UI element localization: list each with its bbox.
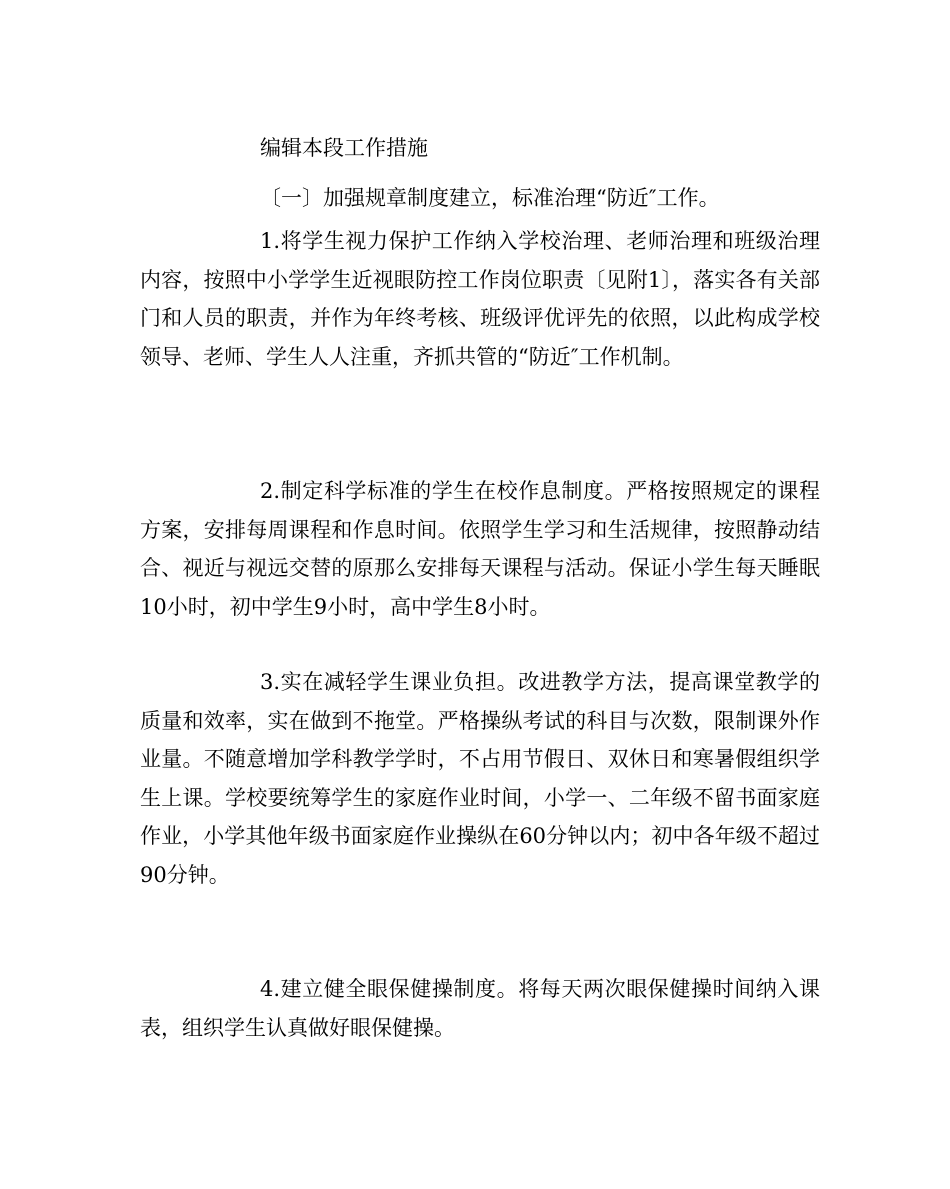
paragraph-4-text: 4.建立健全眼保健操制度。将每天两次眼保健操时间纳入课表，组织学生认真做好眼保健操。 <box>140 977 820 1040</box>
paragraph-1 <box>140 222 820 376</box>
paragraph-2-text: 2.制定科学标准的学生在校作息制度。严格按照规定的课程方案，安排每周课程和作息时间。依照学生学习和生活规律，按照静动结合、视近与视远交替的原那么安排每天课程与活动。保证小学生每天睡眠10小时，初中学生9小时，高中学生8小时。 <box>140 479 820 619</box>
paragraph-4 <box>140 970 820 1047</box>
paragraph-2 <box>140 472 820 626</box>
subsection-heading: 〔一〕加强规章制度建立，标准治理“防近″工作。 <box>260 186 720 210</box>
paragraph-3 <box>140 663 820 894</box>
paragraph-3-text: 3.实在减轻学生课业负担。改进教学方法，提高课堂教学的质量和效率，实在做到不拖堂。严格操纵考试的科目与次数，限制课外作业量。不随意增加学科教学学时，不占用节假日、双休日和寒暑假组织学生上课。学校要统筹学生的家庭作业时间，小学一、二年级不留书面家庭作业，小学其他年级书面家庭作业操纵在60分钟以内；初中各年级不超过90分钟。 <box>140 670 820 887</box>
paragraph-1-text: 1.将学生视力保护工作纳入学校治理、老师治理和班级治理内容，按照中小学学生近视眼防控工作岗位职责〔见附1〕，落实各有关部门和人员的职责，并作为年终考核、班级评优评先的依照，以此构成学校领导、老师、学生人人注重，齐抓共管的“防近″工作机制。 <box>140 229 820 369</box>
section-heading: 编辑本段工作措施 <box>260 136 428 160</box>
